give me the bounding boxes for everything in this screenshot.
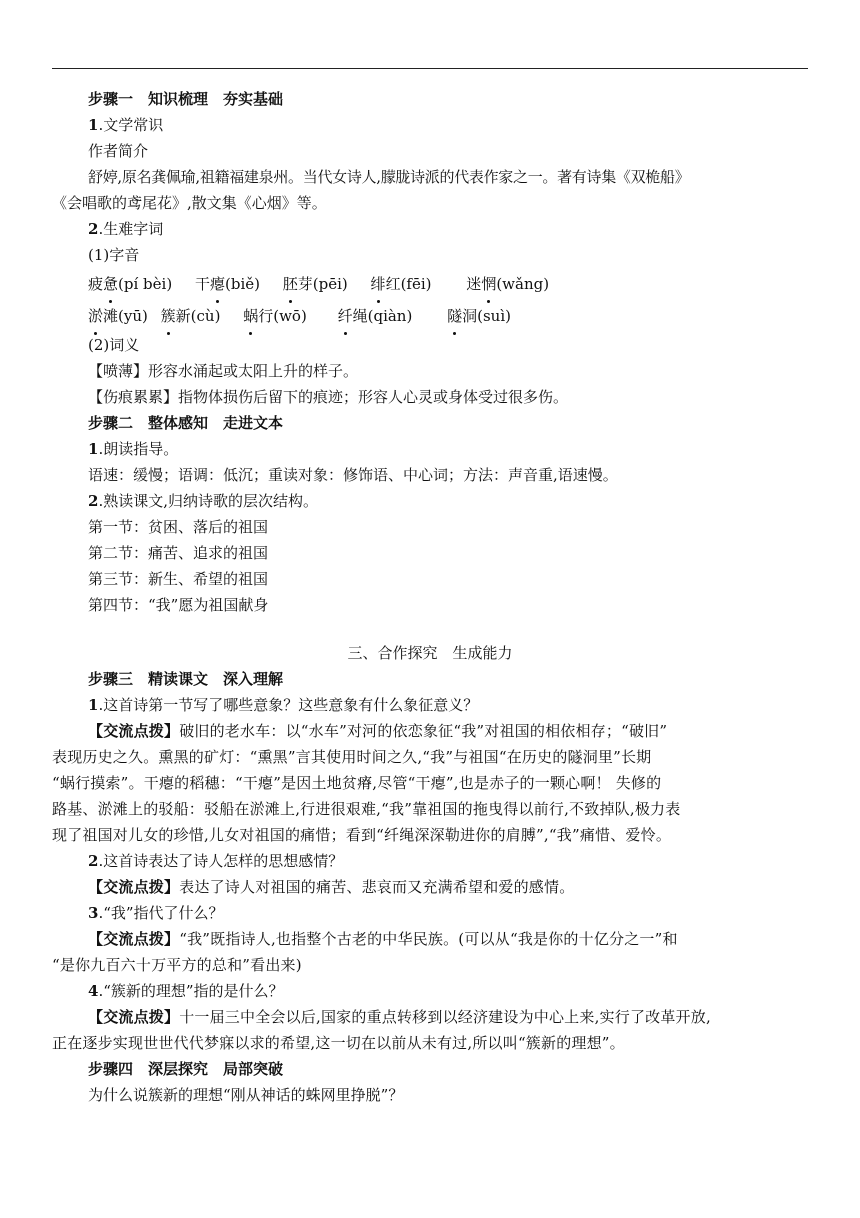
- part3-title: 三、合作探究 生成能力: [347, 644, 513, 662]
- structure-item: 第一节：贫困、落后的祖国: [88, 518, 269, 536]
- vocab-meaning-title: (2)词义: [88, 336, 140, 354]
- question-3: 3.“我”指代了什么？: [88, 904, 224, 922]
- section-literature-title: 1.文学常识: [88, 116, 164, 134]
- answer-1-cont: 现了祖国对儿女的珍惜,儿女对祖国的痛惜；看到“纤绳深深勒进你的肩膊”,“我”痛惜、爱怜。: [52, 826, 672, 844]
- pron-item: 淤滩(yū): [88, 300, 148, 332]
- answer-4-cont: 正在逐步实现世世代代梦寐以求的希望,这一切在以前从未有过,所以叫“簇新的理想”。: [52, 1034, 625, 1052]
- answer-4: 【交流点拨】十一届三中全会以后,国家的重点转移到以经济建设为中心上来,实行了改革开放,: [88, 1008, 711, 1026]
- step4-heading: 步骤四 深层探究 局部突破: [88, 1060, 284, 1078]
- pron-item: 簇新(cù): [161, 300, 221, 332]
- reading-guide-title: 1.朗读指导。: [88, 440, 179, 458]
- pron-item: 蜗行(wō): [243, 300, 307, 332]
- pron-item: 胚芽(pēi): [283, 268, 348, 300]
- section-vocab-title: 2.生难字词: [88, 220, 164, 238]
- pron-item: 迷惘(wǎng): [466, 268, 549, 300]
- pron-item: 干瘪(biě): [195, 268, 260, 300]
- step1-heading: 步骤一 知识梳理 夯实基础: [88, 90, 284, 108]
- pron-item: 绯红(fēi): [371, 268, 432, 300]
- answer-3-cont: “是你九百六十万平方的总和”看出来): [52, 956, 302, 974]
- vocab-item: 【喷薄】形容水涌起或太阳上升的样子。: [88, 362, 359, 380]
- pron-item: 疲惫(pí bèi): [88, 268, 172, 300]
- answer-2: 【交流点拨】表达了诗人对祖国的痛苦、悲哀而又充满希望和爱的感情。: [88, 878, 575, 896]
- answer-1-cont: “蜗行摸索”。干瘪的稻穗：“干瘪”是因土地贫瘠,尽管“干瘪”,也是赤子的一颗心啊！ 失修的: [52, 774, 662, 792]
- pronunciation-title: (1)字音: [88, 246, 140, 264]
- pronunciation-row-1: [52, 268, 808, 300]
- author-intro-label: 作者简介: [88, 142, 149, 160]
- question-2: 2.这首诗表达了诗人怎样的思想感情？: [88, 852, 344, 870]
- structure-item: 第三节：新生、希望的祖国: [88, 570, 269, 588]
- structure-item: 第四节：“我”愿为祖国献身: [88, 596, 269, 614]
- reading-guide-text: 语速：缓慢；语调：低沉；重读对象：修饰语、中心词；方法：声音重,语速慢。: [88, 466, 618, 484]
- answer-3: 【交流点拨】“我”既指诗人,也指整个古老的中华民族。(可以从“我是你的十亿分之一”和: [88, 930, 678, 948]
- answer-1: 【交流点拨】破旧的老水车：以“水车”对河的依恋象征“我”对祖国的相依相存；“破旧”: [88, 722, 668, 740]
- step2-heading: 步骤二 整体感知 走进文本: [88, 414, 284, 432]
- vocab-item: 【伤痕累累】指物体损伤后留下的痕迹；形容人心灵或身体受过很多伤。: [88, 388, 569, 406]
- structure-item: 第二节：痛苦、追求的祖国: [88, 544, 269, 562]
- pron-item: 隧洞(suì): [447, 300, 511, 332]
- answer-1-cont: 表现历史之久。熏黑的矿灯：“熏黑”言其使用时间之久,“我”与祖国“在历史的隧洞里”长期: [52, 748, 652, 766]
- author-intro-text: 舒婷,原名龚佩瑜,祖籍福建泉州。当代女诗人,朦胧诗派的代表作家之一。著有诗集《双桅船》: [88, 168, 690, 186]
- document-body: [52, 86, 808, 1108]
- answer-1-cont: 路基、淤滩上的驳船：驳船在淤滩上,行进很艰难,“我”靠祖国的拖曳得以前行,不致掉队,极力表: [52, 800, 681, 818]
- step3-heading: 步骤三 精读课文 深入理解: [88, 670, 284, 688]
- author-intro-text-cont: 《会唱歌的鸢尾花》,散文集《心烟》等。: [52, 194, 327, 212]
- question-4: 4.“簇新的理想”指的是什么？: [88, 982, 284, 1000]
- step4-question: 为什么说簇新的理想“刚从神话的蛛网里挣脱”？: [88, 1086, 404, 1104]
- header-rule: [52, 68, 808, 69]
- structure-title: 2.熟读课文,归纳诗歌的层次结构。: [88, 492, 318, 510]
- pronunciation-row-2: [52, 300, 808, 332]
- question-1: 1.这首诗第一节写了哪些意象？这些意象有什么象征意义？: [88, 696, 479, 714]
- pron-item: 纤绳(qiàn): [338, 300, 413, 332]
